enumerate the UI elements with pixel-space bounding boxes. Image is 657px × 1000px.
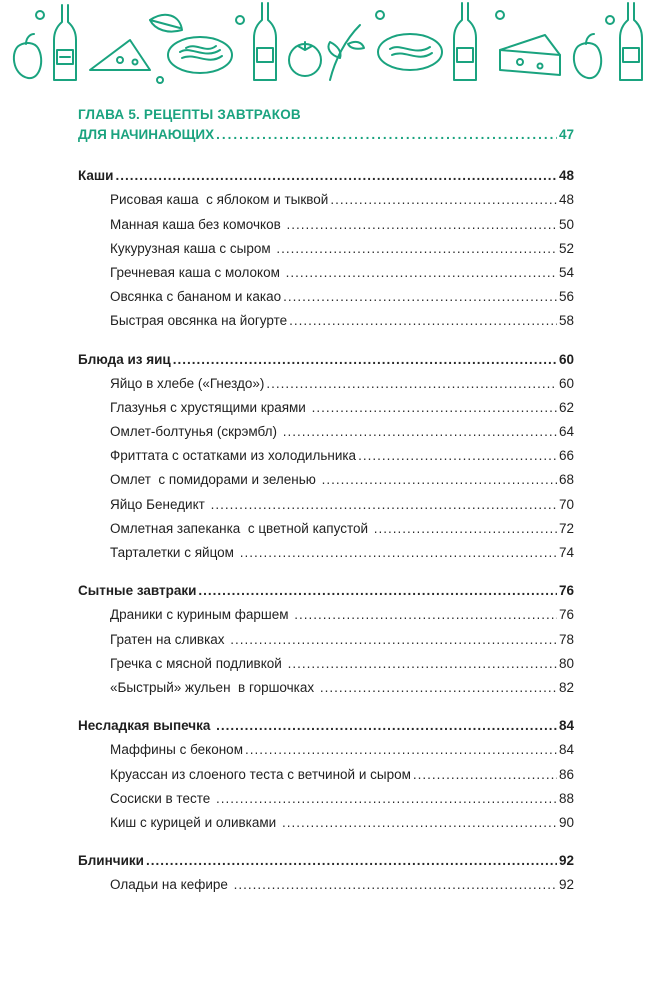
dot-leader [240,545,557,560]
toc-entry-page-number: 76 [558,607,574,623]
dot-leader [289,313,557,328]
toc-entry[interactable] [78,241,574,265]
toc-entry[interactable] [78,607,574,631]
toc-entry-title: Кукурузная каша с сыром [110,240,275,256]
chapter-title-line1: ГЛАВА 5. РЕЦЕПТЫ ЗАВТРАКОВ [78,107,301,122]
toc-entry-title: Овсянка с бананом и какао [110,289,282,305]
toc-section-heading[interactable] [78,718,574,742]
pepper-icon [574,34,601,78]
toc-entry-page-number: 88 [558,790,574,806]
toc-entry[interactable] [78,632,574,656]
toc-entry-title: Гратен на сливках [110,631,229,647]
toc-entry[interactable] [78,497,574,521]
toc-entry-title: Манная каша без комочков [110,216,285,232]
toc-entry[interactable] [78,400,574,424]
toc-entry-page-number: 92 [558,877,574,893]
dot-leader [358,448,557,463]
dot-leader [330,192,557,207]
toc-entry-title: Оладьи на кефире [110,877,232,893]
toc-entry[interactable] [78,192,574,216]
toc-entry-title: Фриттата с остатками из холодильника [110,448,357,464]
chapter-title-row[interactable] [78,127,574,151]
toc-section [78,583,574,704]
dot-leader [276,241,557,256]
dot-leader [115,168,557,183]
toc-entry[interactable] [78,265,574,289]
dot-leader [374,521,557,536]
herb-icon [328,25,364,80]
toc-entry-page-number: 60 [558,375,574,391]
toc-entry-title: Яйцо Бенедикт [110,496,209,512]
cheese-icon [90,40,150,70]
toc-section [78,718,574,839]
toc-entry[interactable] [78,791,574,815]
toc-section [78,853,574,901]
toc-entry-title: Киш с курицей и оливками [110,814,280,830]
toc-entry-title: Глазунья с хрустящими краями [110,399,310,415]
toc-entry-title: Сосиски в тесте [110,790,214,806]
toc-entry-page-number: 80 [558,655,574,671]
toc-section-heading[interactable] [78,583,574,607]
toc-entry-page-number: 66 [558,448,574,464]
toc-entry-page-number: 90 [558,814,574,830]
toc-entry-title: Маффины с беконом [110,742,243,758]
toc-entry[interactable] [78,289,574,313]
toc-section-heading-title: Блинчики [78,853,144,869]
food-doodle-banner [0,0,657,85]
table-of-contents [78,103,574,901]
toc-entry[interactable] [78,767,574,791]
dot-leader [211,497,557,512]
cheese-icon [500,35,560,75]
toc-section-heading-title: Блюда из яиц [78,351,171,367]
toc-entry[interactable] [78,376,574,400]
dot-leader [287,217,557,232]
dot-leader [173,352,557,367]
toc-entry-page-number: 54 [558,264,574,280]
toc-entry[interactable] [78,217,574,241]
bottle-icon [54,5,76,80]
chapter-title-line2: ДЛЯ НАЧИНАЮЩИХ [78,127,215,142]
toc-entry-page-number: 58 [558,313,574,329]
dot-leader [322,472,557,487]
toc-entry-page-number: 48 [558,192,574,208]
toc-section-heading-page-number: 48 [558,168,574,184]
dot-leader [283,289,557,304]
toc-entry-title: Гречневая каша с молоком [110,264,284,280]
dot-leader [294,607,557,622]
dot-leader [216,718,557,733]
toc-entry-page-number: 86 [558,766,574,782]
toc-entry[interactable] [78,424,574,448]
toc-entry-page-number: 84 [558,742,574,758]
leaf-icon [150,15,182,32]
dot-leader [282,815,557,830]
toc-entry-page-number: 74 [558,545,574,560]
toc-entry-page-number: 68 [558,472,574,488]
toc-entry-title: Омлетная запеканка с цветной капустой [110,520,372,536]
toc-entry[interactable] [78,521,574,545]
toc-entry-page-number: 78 [558,631,574,647]
dot-leader [198,583,557,598]
dot-leader [216,127,557,142]
dot-leader [413,767,557,782]
toc-section [78,168,574,337]
dot-leader [245,742,557,757]
toc-section-heading-page-number: 92 [558,853,574,869]
toc-entry-page-number: 64 [558,424,574,440]
toc-entry-title: Драники с куриным фаршем [110,607,293,623]
dot-leader [230,632,557,647]
toc-section-heading-page-number: 60 [558,351,574,367]
toc-entry[interactable] [78,877,574,901]
dot-leader [320,680,557,695]
dot-leader [266,376,557,391]
toc-entry-page-number: 70 [558,496,574,512]
toc-entry-title: Яйцо в хлебе («Гнездо») [110,375,265,391]
dot-leader [234,877,557,892]
toc-entry-title: Омлет с помидорами и зеленью [110,472,320,488]
pepper-icon [14,34,41,78]
toc-entry-title: Гречка с мясной подливкой [110,655,286,671]
toc-entry-title: Тарталетки с яйцом [110,545,238,560]
toc-entry-title: Круассан из слоеного теста с ветчиной и сыром [110,766,411,782]
bottle-icon [620,3,642,80]
pasta-plate-icon [168,37,232,73]
toc-section-heading-page-number: 76 [558,583,574,599]
toc-entry-page-number: 50 [558,216,574,232]
toc-entry-title: Быстрая овсянка на йогурте [110,313,288,329]
toc-section [78,352,574,570]
dot-leader [286,265,557,280]
dot-leader [216,791,557,806]
toc-entry[interactable] [78,545,574,569]
toc-entry-page-number: 52 [558,240,574,256]
tomato-icon [289,42,321,76]
toc-entry-title: «Быстрый» жульен в горшочках [110,679,318,695]
sections-list [78,168,574,901]
toc-entry-page-number: 56 [558,289,574,305]
toc-entry-page-number: 62 [558,399,574,415]
toc-entry-page-number: 82 [558,679,574,695]
toc-section-heading-title: Сытные завтраки [78,583,197,599]
toc-entry[interactable] [78,656,574,680]
toc-entry[interactable] [78,313,574,337]
toc-entry[interactable] [78,472,574,496]
chapter-page-number: 47 [558,127,574,142]
toc-section-heading[interactable] [78,352,574,376]
toc-entry[interactable] [78,448,574,472]
toc-entry[interactable] [78,742,574,766]
toc-entry-title: Омлет-болтунья (скрэмбл) [110,424,281,440]
dot-leader [146,853,557,868]
dot-leader [283,424,557,439]
bottle-icon [254,3,276,80]
toc-section-heading[interactable] [78,853,574,877]
dot-leader [312,400,557,415]
toc-entry-page-number: 72 [558,520,574,536]
toc-section-heading-title: Несладкая выпечка [78,718,215,734]
toc-entry-title: Рисовая каша с яблоком и тыквой [110,192,329,208]
pasta-plate-icon [378,34,442,70]
toc-section-heading-title: Каши [78,168,114,184]
dot-leader [288,656,557,671]
toc-section-heading[interactable] [78,168,574,192]
toc-entry[interactable] [78,815,574,839]
toc-entry[interactable] [78,680,574,704]
bottle-icon [454,3,476,80]
toc-section-heading-page-number: 84 [558,718,574,734]
